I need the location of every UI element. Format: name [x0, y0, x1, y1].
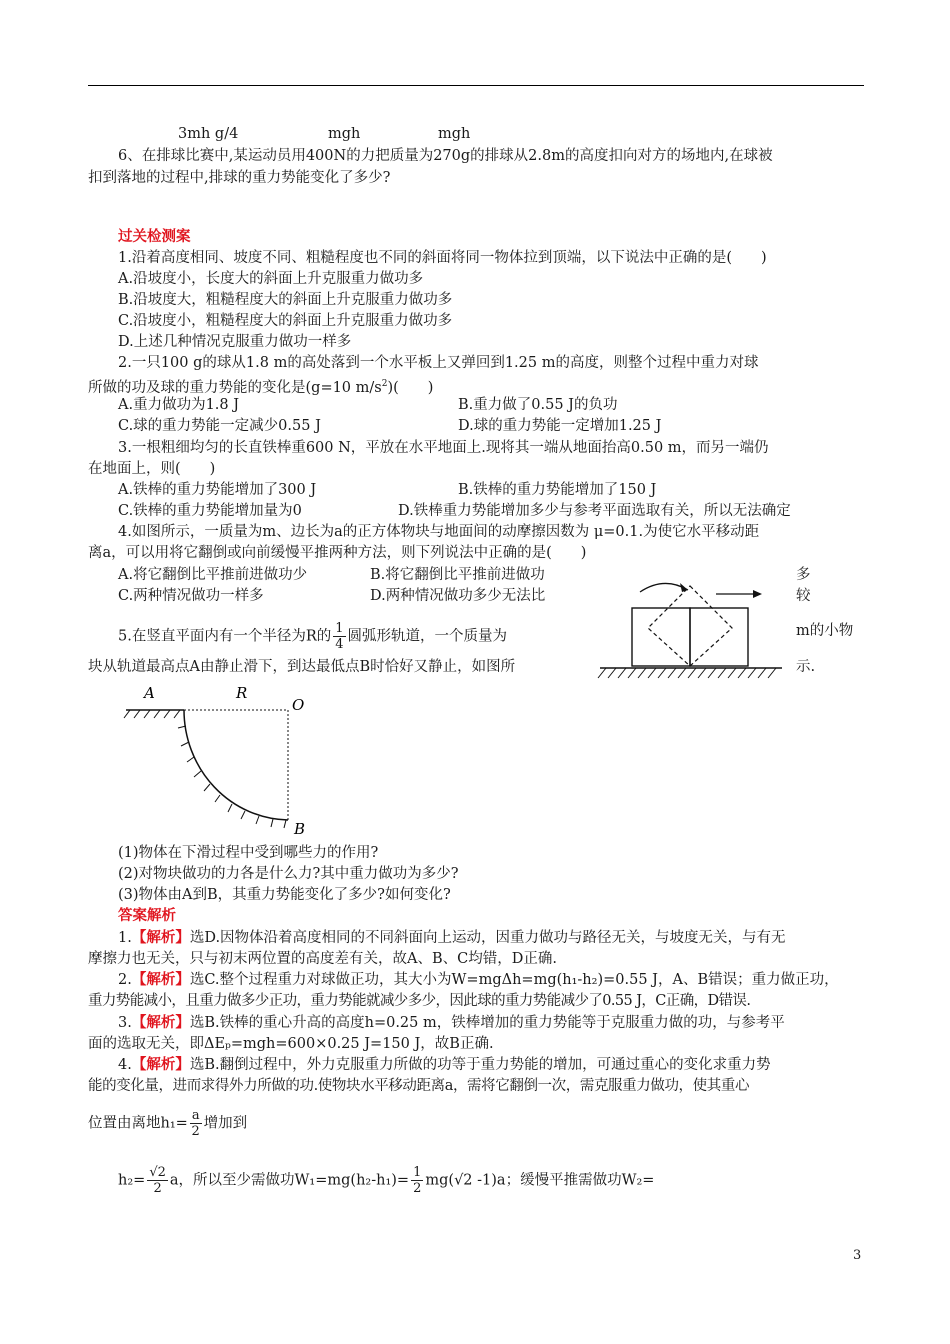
- answer-1-line-1: 1.【解析】选D.因物体沿着高度相同的不同斜面向上运动，因重力做功与路径无关，与坡度无关，与有无: [118, 929, 786, 946]
- top-hatching: [124, 710, 180, 718]
- answer-4-line-1: 4.【解析】选B.翻倒过程中，外力克服重力所做的功等于重力势能的增加，可通过重心的变化求重力势: [118, 1056, 771, 1073]
- answer-4-line-2: 能的变化量，进而求得外力所做的功.使物块水平移动距离a，需将它翻倒一次，需克服重力做功，使其重心: [88, 1078, 750, 1094]
- label-r: R: [236, 684, 248, 702]
- quarter-arc: [184, 710, 288, 820]
- t4-option-b-tail: 多: [796, 567, 811, 583]
- answer-1-line-2: 摩擦力也无关，只与初末两位置的高度差有关，故A、B、C均错，D正确.: [88, 951, 557, 967]
- answer-3-line-2: 面的选取无关，即ΔEₚ=mgh=600×0.25 J=150 J，故B正确.: [88, 1036, 494, 1052]
- t4-option-c: C.两种情况做功一样多: [118, 588, 264, 604]
- answer-2-line-1: 2.【解析】选C.整个过程重力对球做正功，其大小为W=mgΔh=mg(h₁-h₂)=0.55 J，A、B错误；重力做正功，: [118, 971, 839, 988]
- block-left: [632, 608, 690, 666]
- t5-stem-1: 5.在竖直平面内有一个半径为R的 $\frac{1}{4}$ 圆弧形轨道，一个质量为: [118, 621, 508, 652]
- t1-option-a: A.沿坡度小，长度大的斜面上升克服重力做功多: [118, 271, 424, 287]
- t5-question-1: (1)物体在下滑过程中受到哪些力的作用?: [118, 845, 379, 861]
- t4-block-figure: [596, 570, 786, 685]
- label-a: A: [144, 684, 155, 702]
- label-o: O: [292, 696, 305, 714]
- ground-hatching: [598, 668, 776, 678]
- t3-option-c: C.铁棒的重力势能增加量为0: [118, 503, 302, 519]
- header-rule: [88, 85, 864, 86]
- answer-3-line-1: 3.【解析】选B.铁棒的重心升高的高度h=0.25 m，铁棒增加的重力势能等于克服重力做的功，与参考平: [118, 1014, 785, 1031]
- formula-fragment-a: 3mh g/4: [178, 126, 239, 142]
- fraction-root2-over-2: $\frac{√2}{2}$: [149, 1165, 166, 1196]
- t3-stem-2: 在地面上，则( ): [88, 461, 216, 477]
- answer-2-line-2: 重力势能减小，且重力做多少正功，重力势能就减少多少，因此球的重力势能减少了0.55 J，C正确，D错误.: [88, 993, 751, 1009]
- arc-hatching: [178, 726, 286, 828]
- t5-stem-2: 块从轨道最高点A由静止滑下，到达最低点B时恰好又静止，如图所: [88, 659, 516, 675]
- t1-stem: 1.沿着高度相同、坡度不同、粗糙程度也不同的斜面将同一物体拉到顶端，以下说法中正确的是( ): [118, 250, 767, 266]
- t3-option-a: A.铁棒的重力势能增加了300 J: [118, 482, 317, 498]
- t4-stem-1: 4.如图所示，一质量为m、边长为a的正方体物块与地面间的动摩擦因数为 μ=0.1.为使它水平移动距: [118, 524, 760, 540]
- t5-stem-1-tail: m的小物: [796, 623, 854, 639]
- q6-line-1: 6、在排球比赛中,某运动员用400N的力把质量为270g的排球从2.8m的高度扣向对方的场地内,在球被: [118, 148, 773, 164]
- t3-stem-1: 3.一根粗细均匀的长直铁棒重600 N，平放在水平地面上.现将其一端从地面抬高0.50 m，而另一端仍: [118, 440, 769, 456]
- t5-question-3: (3)物体由A到B，其重力势能变化了多少?如何变化?: [118, 887, 451, 903]
- page-number: 3: [853, 1248, 862, 1263]
- push-arrow-head: [753, 590, 762, 598]
- t2-option-c: C.球的重力势能一定减少0.55 J: [118, 418, 321, 434]
- q6-line-2: 扣到落地的过程中,排球的重力势能变化了多少?: [88, 170, 391, 186]
- t3-option-b: B.铁棒的重力势能增加了150 J: [458, 482, 657, 498]
- t3-option-d: D.铁棒重力势能增加多少与参考平面选取有关，所以无法确定: [398, 503, 791, 519]
- section-heading-answers: 答案解析: [118, 908, 176, 924]
- t4-option-b: B.将它翻倒比平推前进做功: [370, 567, 545, 583]
- t4-option-d: D.两种情况做功多少无法比: [370, 588, 546, 604]
- t4-option-d-tail: 较: [796, 588, 811, 604]
- t1-option-d: D.上述几种情况克服重力做功一样多: [118, 334, 352, 350]
- t4-stem-2: 离a，可以用将它翻倒或向前缓慢平推两种方法，则下列说法中正确的是( ): [88, 545, 587, 561]
- fraction-a-over-2: $\frac{a}{2}$: [191, 1108, 200, 1139]
- t2-option-d: D.球的重力势能一定增加1.25 J: [458, 418, 662, 434]
- t2-option-b: B.重力做了0.55 J的负功: [458, 397, 618, 413]
- t5-arc-figure: [120, 680, 320, 840]
- t2-stem-1: 2.一只100 g的球从1.8 m的高处落到一个水平板上又弹回到1.25 m的高度，则整个过程中重力对球: [118, 355, 759, 371]
- t1-option-c: C.沿坡度小，粗糙程度大的斜面上升克服重力做功多: [118, 313, 453, 329]
- block-right: [690, 608, 748, 666]
- t4-option-a: A.将它翻倒比平推前进做功少: [118, 567, 308, 583]
- t2-option-a: A.重力做功为1.8 J: [118, 397, 240, 413]
- label-b: B: [294, 820, 306, 838]
- t1-option-b: B.沿坡度大，粗糙程度大的斜面上升克服重力做功多: [118, 292, 453, 308]
- t5-stem-2-tail: 示.: [796, 659, 816, 675]
- answer-4-line-4: h₂= $\frac{√2}{2}$ a，所以至少需做功W₁=mg(h₂-h₁)= $\frac{1}{2}$ mg(√2 -1)a；缓慢平推需做功W₂=: [118, 1165, 655, 1196]
- fraction-one-half: $\frac{1}{2}$: [413, 1165, 422, 1196]
- formula-fragment-b: mgh: [328, 126, 361, 142]
- formula-fragment-c: mgh: [438, 126, 471, 142]
- section-heading-test: 过关检测案: [118, 229, 191, 245]
- fraction-one-quarter: $\frac{1}{4}$: [335, 621, 344, 652]
- answer-4-line-3: 位置由离地h₁= $\frac{a}{2}$ 增加到: [88, 1108, 248, 1139]
- rotation-arrow-head: [680, 583, 688, 592]
- t2-stem-2: 所做的功及球的重力势能的变化是(g=10 $m/s^2$)( ): [88, 379, 434, 396]
- t5-question-2: (2)对物块做功的力各是什么力?其中重力做功为多少?: [118, 866, 459, 882]
